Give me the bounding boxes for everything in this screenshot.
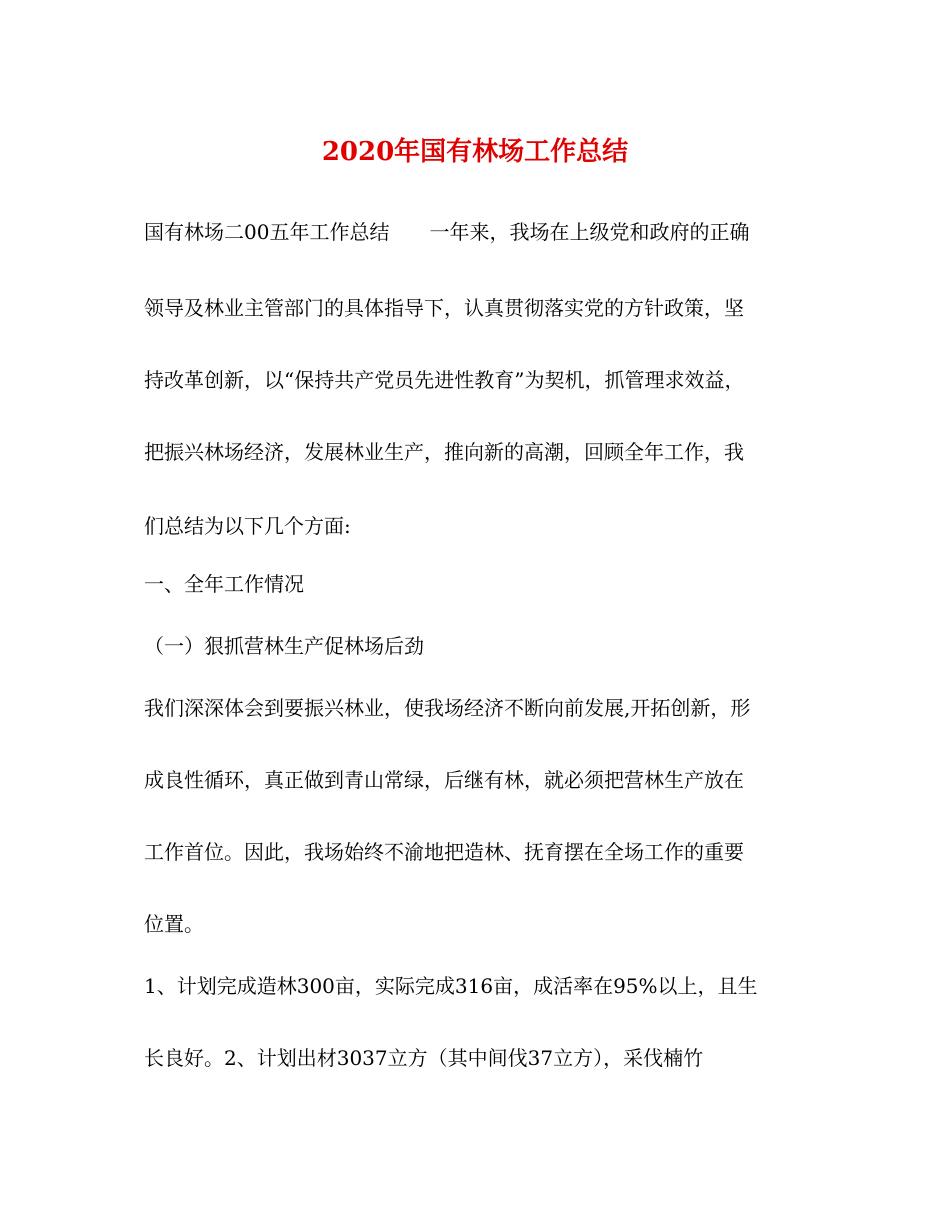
paragraph-line-10: 1、计划完成造林300亩，实际完成316亩，成活率在95%以上，且生 bbox=[144, 974, 758, 998]
paragraph-line-2: 领导及林业主管部门的具体指导下，认真贯彻落实党的方针政策，坚 bbox=[144, 296, 744, 320]
paragraph-line-7: 成良性循环，真正做到青山常绿，后继有林，就必须把营林生产放在 bbox=[144, 768, 744, 792]
paragraph-line-3: 持改革创新，以“保持共产党员先进性教育”为契机，抓管理求效益， bbox=[144, 368, 745, 392]
paragraph-line-6: 我们深深体会到要振兴林业，使我场经济不断向前发展,开拓创新，形 bbox=[144, 696, 751, 720]
paragraph-line-8: 工作首位。因此，我场始终不渝地把造林、抚育摆在全场工作的重要 bbox=[144, 840, 744, 864]
document-title: 2020年国有林场工作总结 bbox=[321, 137, 629, 167]
paragraph-line-5: 们总结为以下几个方面: bbox=[144, 514, 351, 538]
section-heading-1: 一、全年工作情况 bbox=[144, 572, 304, 596]
subsection-heading-1: （一）狠抓营林生产促林场后劲 bbox=[144, 634, 424, 658]
paragraph-line-1: 国有林场二00五年工作总结 一年来，我场在上级党和政府的正确 bbox=[144, 220, 750, 244]
paragraph-line-11: 长良好。2、计划出材3037立方（其中间伐37立方），采伐楠竹 bbox=[144, 1046, 704, 1070]
paragraph-line-9: 位置。 bbox=[144, 912, 204, 936]
paragraph-line-4: 把振兴林场经济，发展林业生产，推向新的高潮，回顾全年工作，我 bbox=[144, 440, 744, 464]
